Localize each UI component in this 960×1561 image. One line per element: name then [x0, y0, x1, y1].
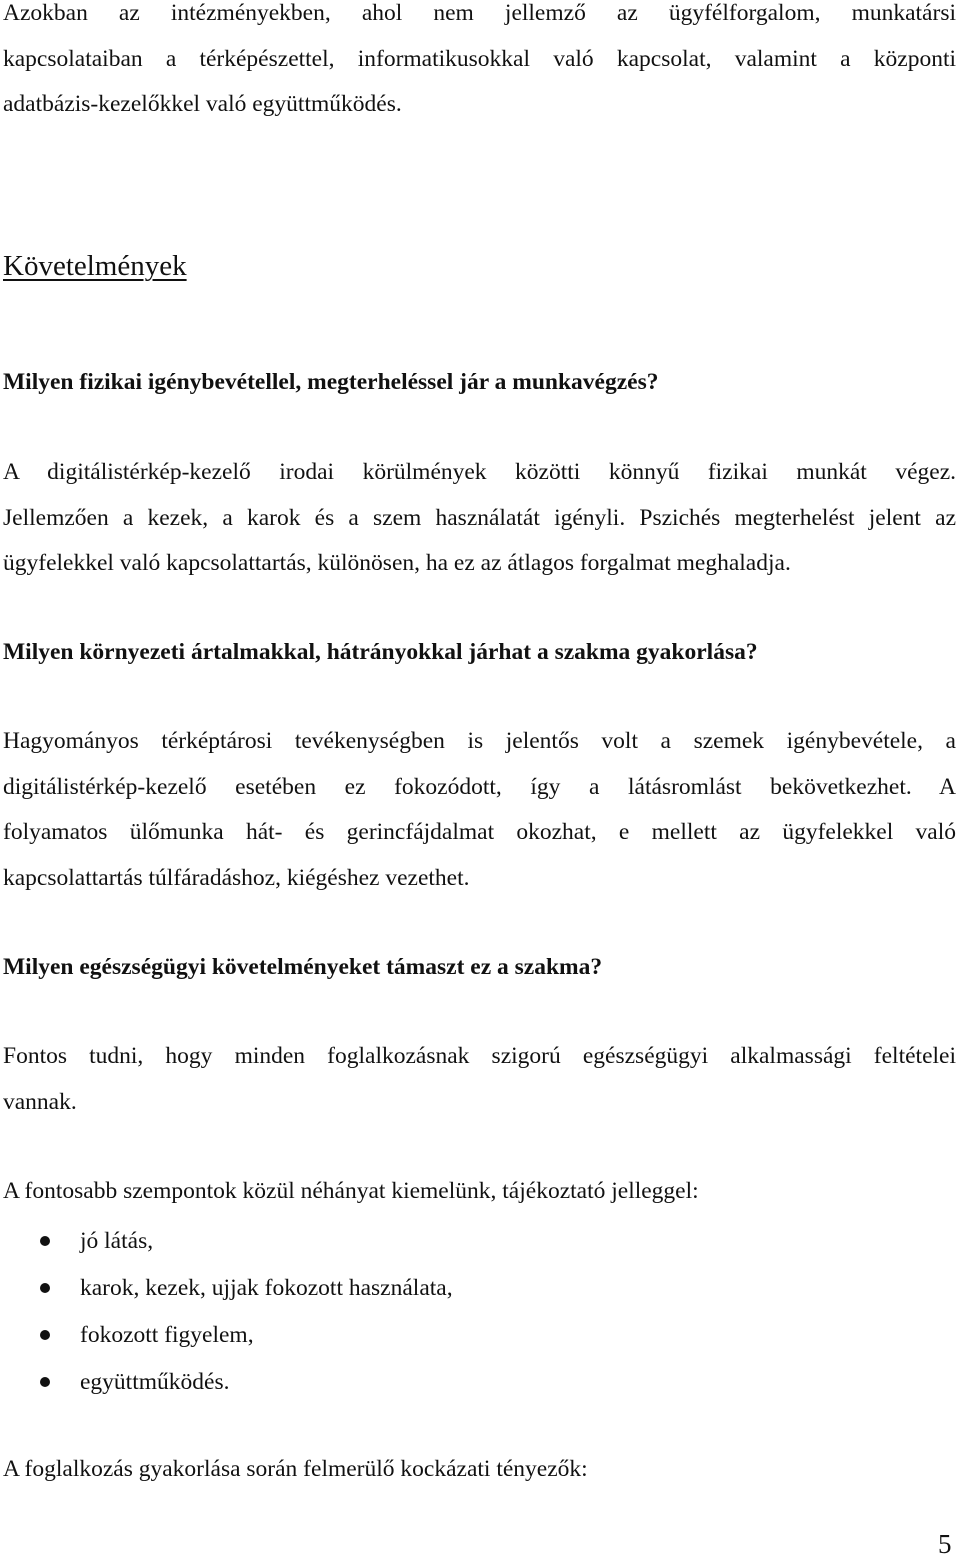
answer-physical-load-line-1: A digitálistérkép-kezelő irodai körülmények közötti könnyű fizikai munkát végez.: [3, 459, 956, 485]
intro-line-2: kapcsolataiban a térképészettel, informatikusokkal való kapcsolat, valamint a központi: [3, 45, 956, 72]
intro-paragraph: [3, 0, 956, 128]
page-number: 5: [938, 1529, 952, 1559]
question-environmental-harm: Milyen környezeti ártalmakkal, hátrányokkal járhat a szakma gyakorlása?: [3, 639, 758, 665]
bullet-icon: [40, 1236, 50, 1246]
answer-environmental-harm-line-3: folyamatos ülőmunka hát- és gerincfájdalmat okozhat, e mellett az ügyfelekkel való: [3, 819, 956, 845]
answer-health-requirements-line-2: vannak.: [3, 1088, 77, 1115]
risk-intro: [3, 1447, 956, 1493]
answer-health-requirements: [3, 1034, 956, 1125]
intro-line-3: adatbázis-kezelőkkel való együttműködés.: [3, 91, 402, 117]
list-item-text: fokozott figyelem,: [80, 1322, 254, 1348]
list-item-text: együttműködés.: [80, 1369, 230, 1395]
risk-intro-text: A foglalkozás gyakorlása során felmerülő kockázati tényezők:: [3, 1456, 588, 1482]
answer-environmental-harm: [3, 719, 956, 901]
answer-physical-load-line-3: ügyfelekkel való kapcsolattartás, különösen, ha ez az átlagos forgalmat meghaladja.: [3, 550, 791, 576]
list-intro-text: A fontosabb szempontok közül néhányat kiemelünk, tájékoztató jelleggel:: [3, 1178, 699, 1204]
bullet-icon: [40, 1377, 50, 1387]
answer-environmental-harm-line-2: digitálistérkép-kezelő esetében ez fokozódott, így a látásromlást bekövetkezhet. A: [3, 773, 956, 800]
answer-environmental-harm-line-1: Hagyományos térképtárosi tevékenységben is jelentős volt a szemek igénybevétele, a: [3, 728, 956, 754]
intro-line-1: Azokban az intézményekben, ahol nem jellemző az ügyfélforgalom, munkatársi: [3, 0, 956, 26]
bullet-icon: [40, 1283, 50, 1293]
requirements-list: [0, 1218, 900, 1406]
list-item-text: karok, kezek, ujjak fokozott használata,: [80, 1275, 453, 1301]
question-health-requirements: Milyen egészségügyi követelményeket támaszt ez a szakma?: [3, 954, 603, 980]
section-title: Követelmények: [3, 250, 187, 282]
list-intro: [3, 1169, 956, 1215]
list-item: [0, 1312, 900, 1359]
list-item: [0, 1265, 900, 1312]
bullet-icon: [40, 1330, 50, 1340]
question-physical-load: Milyen fizikai igénybevétellel, megterheléssel jár a munkavégzés?: [3, 369, 659, 395]
answer-health-requirements-line-1: Fontos tudni, hogy minden foglalkozásnak szigorú egészségügyi alkalmassági feltételei: [3, 1043, 956, 1069]
list-item: [0, 1359, 900, 1406]
answer-physical-load-line-2: Jellemzően a kezek, a karok és a szem használatát igényli. Pszichés megterhelést jelent az: [3, 504, 956, 531]
answer-physical-load: [3, 450, 956, 587]
answer-environmental-harm-line-4: kapcsolattartás túlfáradáshoz, kiégéshez vezethet.: [3, 864, 470, 891]
list-item-text: jó látás,: [80, 1228, 154, 1254]
list-item: [0, 1218, 900, 1265]
